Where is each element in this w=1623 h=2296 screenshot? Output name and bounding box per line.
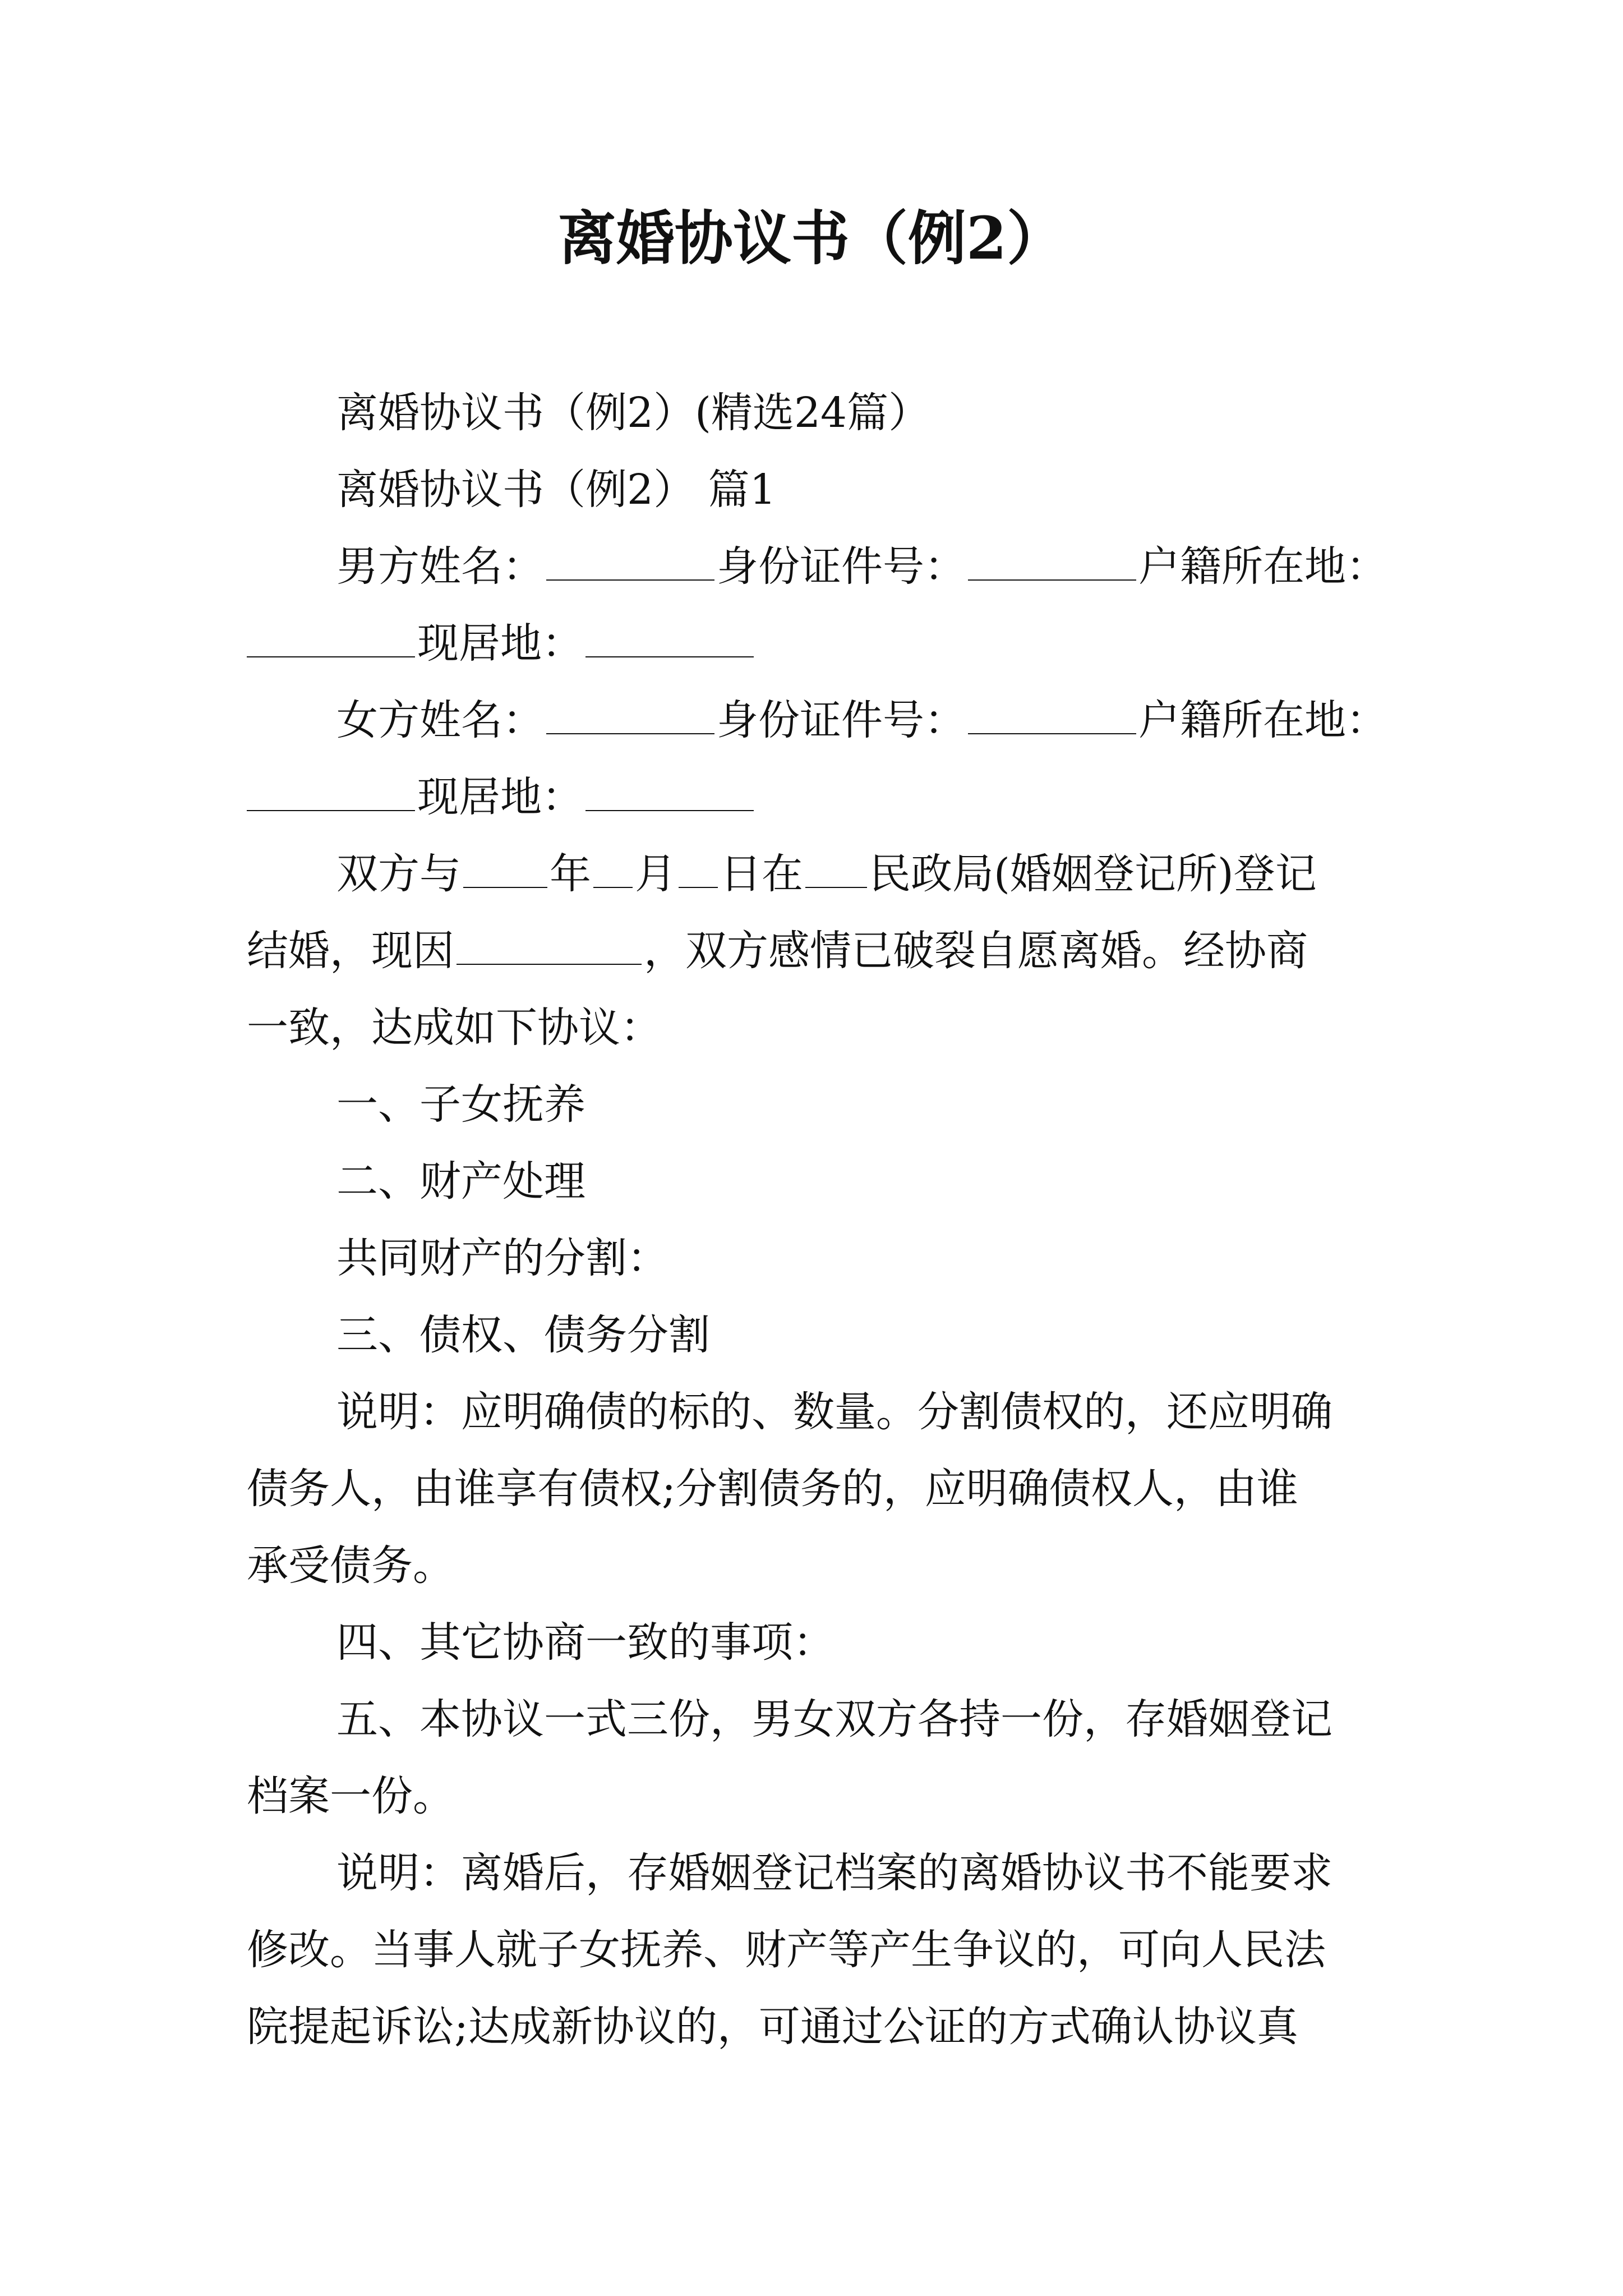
male-residence-label: 现居地：	[417, 619, 583, 668]
female-hukou-blank	[247, 769, 415, 811]
male-name-label: 男方姓名：	[336, 542, 544, 591]
clause-text: 三、债权、债务分割	[336, 1311, 710, 1359]
section-heading	[247, 452, 1382, 528]
female-residence-blank	[585, 769, 754, 811]
clause-text: 共同财产的分割：	[336, 1234, 668, 1282]
para-text: 双方与	[336, 850, 461, 898]
bureau-label: 民政局(婚姻登记所)登记	[869, 850, 1317, 898]
day-label: 日在	[720, 850, 803, 898]
subtitle-line	[247, 375, 1382, 452]
female-id-label: 身份证件号：	[717, 696, 966, 744]
subtitle-text: 离婚协议书（例2）(精选24篇）	[336, 389, 930, 437]
clause-1-heading	[247, 1066, 1382, 1143]
month-blank	[593, 845, 633, 888]
male-hukou-blank	[247, 615, 415, 657]
para-text: 说明：离婚后，存婚姻登记档案的离婚协议书不能要求	[336, 1849, 1332, 1897]
document-body	[247, 375, 1387, 2065]
reason-text: ，双方感情已破裂自愿离婚。经协商	[644, 927, 1308, 975]
male-name-blank	[546, 538, 714, 581]
final-note-line-2	[247, 1912, 1382, 1989]
clause-text: 一、子女抚养	[336, 1080, 585, 1129]
divorce-reason-line	[247, 913, 1382, 990]
final-note-line-3	[247, 1989, 1382, 2065]
clause-2-heading	[247, 1143, 1382, 1220]
female-info-line	[247, 682, 1387, 759]
reason-label: 结婚，现因	[247, 927, 454, 975]
male-info-line	[247, 528, 1387, 605]
para-text: 院提起诉讼;达成新协议的，可通过公证的方式确认协议真	[247, 2003, 1298, 2051]
female-residence-label: 现居地：	[417, 773, 583, 821]
debt-note-line-2	[247, 1451, 1382, 1527]
clause-5-line-1	[247, 1681, 1382, 1758]
agreement-intro-text: 一致，达成如下协议：	[247, 1004, 662, 1052]
para-text: 档案一份。	[247, 1772, 454, 1820]
clause-text: 二、财产处理	[336, 1157, 585, 1205]
agreement-intro-line	[247, 990, 1382, 1066]
male-id-label: 身份证件号：	[717, 542, 966, 591]
year-blank	[463, 845, 547, 888]
final-note-line-1	[247, 1835, 1382, 1912]
female-hukou-label: 户籍所在地：	[1138, 696, 1387, 744]
female-name-blank	[546, 692, 714, 734]
para-text: 债务人，由谁享有债权;分割债务的，应明确债权人，由谁	[247, 1465, 1298, 1513]
bureau-blank	[805, 845, 867, 888]
debt-note-line-1	[247, 1374, 1382, 1451]
day-blank	[679, 845, 718, 888]
female-residence-line	[247, 759, 1382, 836]
female-name-label: 女方姓名：	[336, 696, 544, 744]
year-label: 年	[550, 850, 591, 898]
debt-note-line-3	[247, 1527, 1382, 1604]
male-residence-blank	[585, 615, 754, 657]
section-heading-text: 离婚协议书（例2） 篇1	[336, 466, 776, 514]
reason-blank	[457, 922, 642, 965]
joint-property-line	[247, 1220, 1382, 1297]
male-residence-line	[247, 605, 1382, 682]
clause-3-heading	[247, 1297, 1382, 1374]
clause-5-line-2	[247, 1758, 1382, 1835]
clause-text: 四、其它协商一致的事项：	[336, 1618, 834, 1667]
clause-4-heading	[247, 1604, 1382, 1681]
document-title: 离婚协议书（例2）	[557, 204, 1066, 273]
para-text: 说明：应明确债的标的、数量。分割债权的，还应明确	[336, 1388, 1332, 1436]
male-id-blank	[968, 538, 1136, 581]
para-text: 修改。当事人就子女抚养、财产等产生争议的，可向人民法	[247, 1926, 1326, 1974]
marriage-registration-line	[247, 836, 1382, 913]
female-id-blank	[968, 692, 1136, 734]
para-text: 五、本协议一式三份，男女双方各持一份，存婚姻登记	[336, 1695, 1332, 1743]
male-hukou-label: 户籍所在地：	[1138, 542, 1387, 591]
month-label: 月	[635, 850, 676, 898]
para-text: 承受债务。	[247, 1542, 454, 1590]
